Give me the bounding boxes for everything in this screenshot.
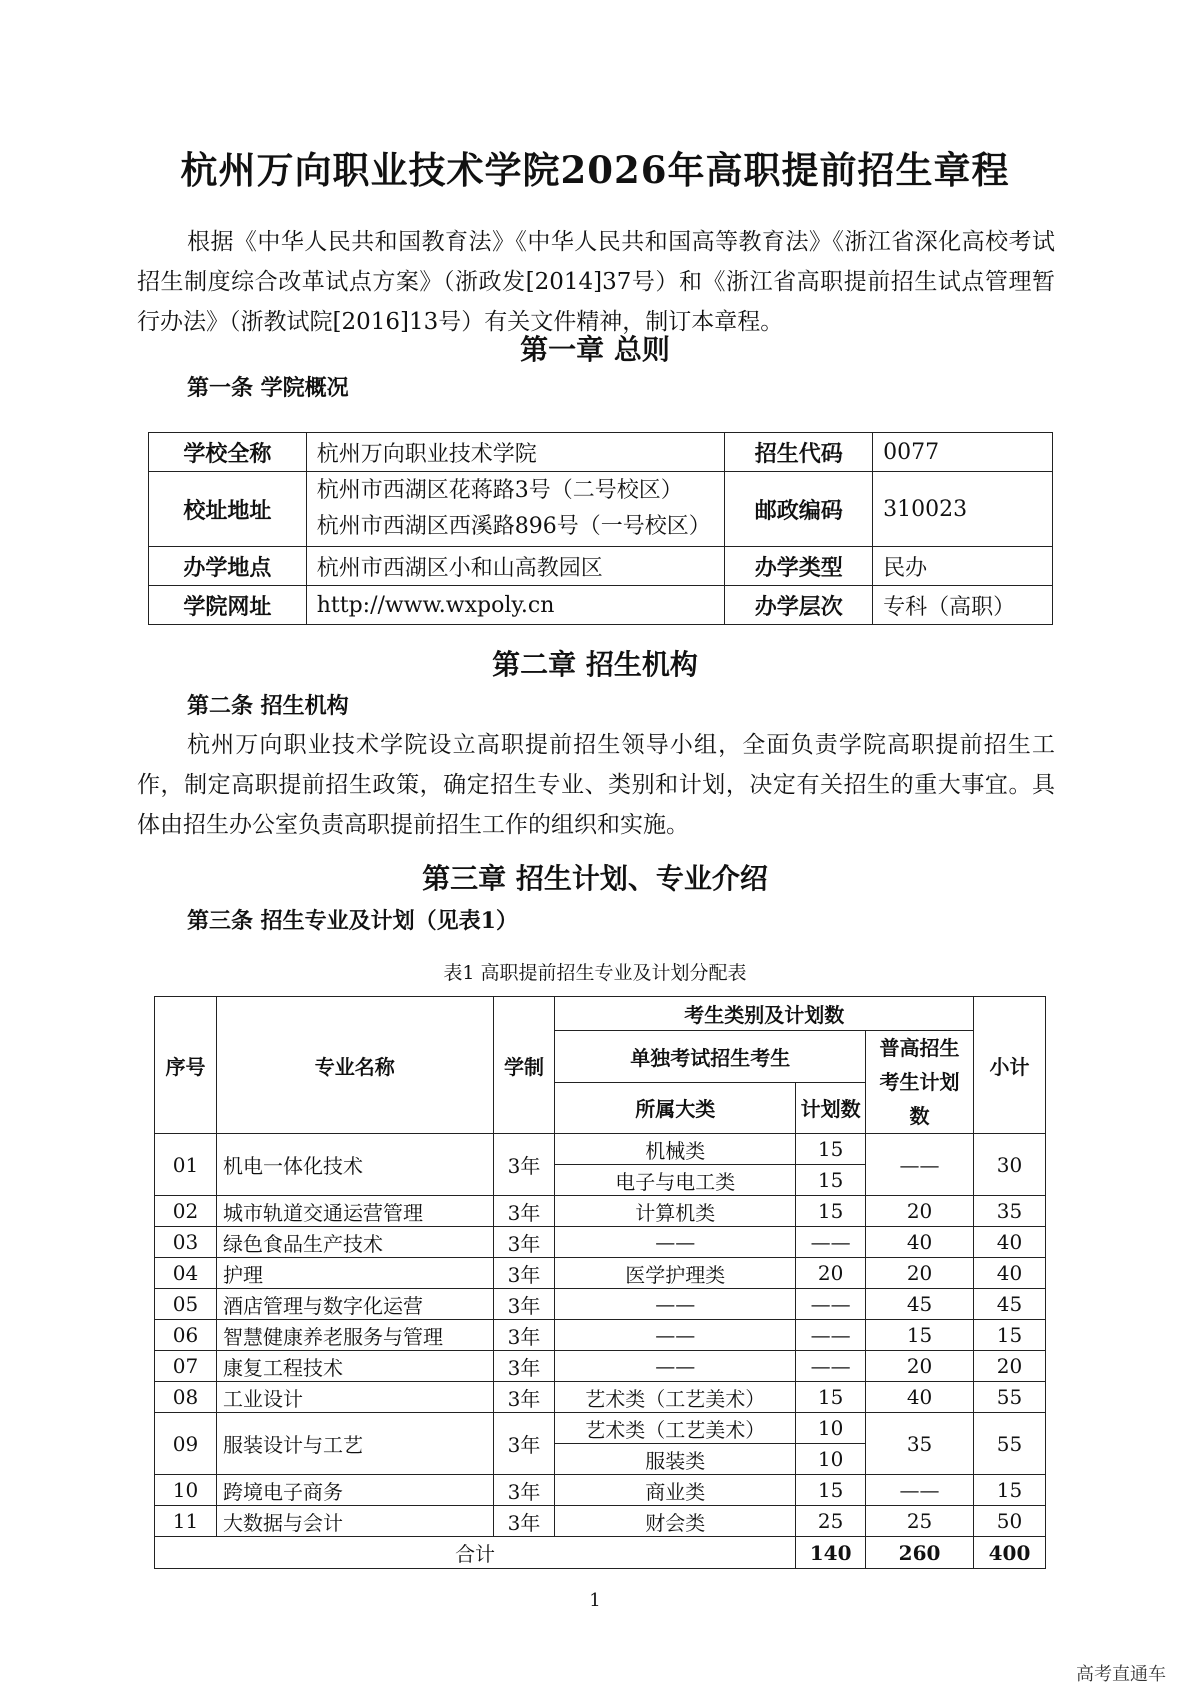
row-general: 20 bbox=[866, 1351, 974, 1382]
table-row bbox=[149, 472, 1053, 547]
row-major: 护理 bbox=[216, 1258, 493, 1289]
row-subtotal: 40 bbox=[973, 1258, 1045, 1289]
chapter-2-heading: 第二章 招生机构 bbox=[492, 648, 698, 681]
total-subtotal: 400 bbox=[973, 1537, 1045, 1569]
table-row bbox=[155, 1506, 1046, 1537]
row-no: 07 bbox=[155, 1351, 217, 1382]
row-general: 25 bbox=[866, 1506, 974, 1537]
info-value bbox=[306, 472, 725, 547]
table-total-row bbox=[155, 1537, 1046, 1569]
header-category-group: 考生类别及计划数 bbox=[555, 997, 974, 1031]
row-category: 机械类 bbox=[555, 1134, 796, 1165]
row-category: —— bbox=[555, 1351, 796, 1382]
address-line: 杭州市西湖区花蒋路3号（二号校区） bbox=[316, 478, 683, 503]
row-subtotal: 50 bbox=[973, 1506, 1045, 1537]
page-title: 杭州万向职业技术学院2026年高职提前招生章程 bbox=[180, 148, 1010, 192]
table-row bbox=[155, 1351, 1046, 1382]
article-1-heading: 第一条 学院概况 bbox=[187, 375, 349, 401]
row-no: 10 bbox=[155, 1475, 217, 1506]
row-no: 04 bbox=[155, 1258, 217, 1289]
row-plan: —— bbox=[796, 1351, 866, 1382]
table-row bbox=[155, 1258, 1046, 1289]
intro-paragraph: 根据《中华人民共和国教育法》《中华人民共和国高等教育法》《浙江省深化高校考试招生制度综合改革试点方案》（浙政发[2014]37号）和《浙江省高职提前招生试点管理暂行办法》（浙教试院[2016]13号）有关文件精神，制订本章程。 bbox=[137, 229, 1055, 335]
header-no: 序号 bbox=[155, 997, 217, 1134]
table-row bbox=[149, 433, 1053, 472]
row-plan: 20 bbox=[796, 1258, 866, 1289]
row-category: 财会类 bbox=[555, 1506, 796, 1537]
total-general: 260 bbox=[866, 1537, 974, 1569]
row-no: 01 bbox=[155, 1134, 217, 1196]
chapter-3-heading: 第三章 招生计划、专业介绍 bbox=[422, 862, 768, 895]
article-3-heading: 第三条 招生专业及计划（见表1） bbox=[187, 908, 518, 934]
info-value: 专科（高职） bbox=[873, 586, 1053, 625]
header-major: 专业名称 bbox=[216, 997, 493, 1134]
row-subtotal: 15 bbox=[973, 1475, 1045, 1506]
table-row bbox=[155, 1320, 1046, 1351]
row-major: 城市轨道交通运营管理 bbox=[216, 1196, 493, 1227]
header-plan: 计划数 bbox=[796, 1082, 866, 1134]
row-subtotal: 15 bbox=[973, 1320, 1045, 1351]
row-years: 3年 bbox=[493, 1227, 555, 1258]
row-major: 绿色食品生产技术 bbox=[216, 1227, 493, 1258]
total-label: 合计 bbox=[155, 1537, 796, 1569]
row-plan: 10 bbox=[796, 1444, 866, 1475]
row-no: 06 bbox=[155, 1320, 217, 1351]
header-category: 所属大类 bbox=[555, 1082, 796, 1134]
row-plan: 15 bbox=[796, 1475, 866, 1506]
row-general: 20 bbox=[866, 1196, 974, 1227]
row-general: 15 bbox=[866, 1320, 974, 1351]
row-plan: 15 bbox=[796, 1165, 866, 1196]
row-category: 商业类 bbox=[555, 1475, 796, 1506]
table-row bbox=[155, 1134, 1046, 1165]
row-subtotal: 55 bbox=[973, 1413, 1045, 1475]
row-no: 02 bbox=[155, 1196, 217, 1227]
row-no: 08 bbox=[155, 1382, 217, 1413]
table-row bbox=[149, 586, 1053, 625]
row-category: —— bbox=[555, 1227, 796, 1258]
row-plan: 10 bbox=[796, 1413, 866, 1444]
row-years: 3年 bbox=[493, 1320, 555, 1351]
info-label: 招生代码 bbox=[725, 433, 873, 472]
row-subtotal: 55 bbox=[973, 1382, 1045, 1413]
enrollment-plan-table bbox=[154, 996, 1046, 1569]
row-general: 20 bbox=[866, 1258, 974, 1289]
row-major: 大数据与会计 bbox=[216, 1506, 493, 1537]
header-years: 学制 bbox=[493, 997, 555, 1134]
info-value: 民办 bbox=[873, 547, 1053, 586]
row-years: 3年 bbox=[493, 1196, 555, 1227]
row-category: 医学护理类 bbox=[555, 1258, 796, 1289]
row-general: 40 bbox=[866, 1382, 974, 1413]
row-no: 11 bbox=[155, 1506, 217, 1537]
table-row bbox=[155, 1227, 1046, 1258]
row-years: 3年 bbox=[493, 1289, 555, 1320]
table-row bbox=[155, 1196, 1046, 1227]
row-no: 03 bbox=[155, 1227, 217, 1258]
row-category: 计算机类 bbox=[555, 1196, 796, 1227]
header-single-exam: 单独考试招生考生 bbox=[555, 1031, 866, 1083]
row-no: 05 bbox=[155, 1289, 217, 1320]
chapter-1-heading: 第一章 总则 bbox=[520, 333, 670, 366]
row-major: 机电一体化技术 bbox=[216, 1134, 493, 1196]
watermark: 高考直通车 bbox=[1076, 1664, 1166, 1685]
table-row bbox=[155, 1475, 1046, 1506]
row-plan: —— bbox=[796, 1227, 866, 1258]
table-row bbox=[155, 1413, 1046, 1444]
header-general: 普高招生考生计划数 bbox=[866, 1031, 974, 1134]
row-plan: 15 bbox=[796, 1134, 866, 1165]
row-plan: —— bbox=[796, 1289, 866, 1320]
row-years: 3年 bbox=[493, 1382, 555, 1413]
row-major: 酒店管理与数字化运营 bbox=[216, 1289, 493, 1320]
row-general: —— bbox=[866, 1475, 974, 1506]
row-subtotal: 20 bbox=[973, 1351, 1045, 1382]
info-value: 杭州万向职业技术学院 bbox=[306, 433, 725, 472]
row-plan: 25 bbox=[796, 1506, 866, 1537]
info-label: 办学地点 bbox=[149, 547, 307, 586]
address-line: 杭州市西湖区西溪路896号（一号校区） bbox=[316, 514, 711, 539]
row-category: 艺术类（工艺美术） bbox=[555, 1382, 796, 1413]
row-category: 电子与电工类 bbox=[555, 1165, 796, 1196]
row-category: 艺术类（工艺美术） bbox=[555, 1413, 796, 1444]
page-number: 1 bbox=[589, 1590, 601, 1611]
row-subtotal: 45 bbox=[973, 1289, 1045, 1320]
row-general: —— bbox=[866, 1134, 974, 1196]
row-general: 35 bbox=[866, 1413, 974, 1475]
row-years: 3年 bbox=[493, 1506, 555, 1537]
total-plan: 140 bbox=[796, 1537, 866, 1569]
row-major: 工业设计 bbox=[216, 1382, 493, 1413]
row-years: 3年 bbox=[493, 1258, 555, 1289]
row-years: 3年 bbox=[493, 1475, 555, 1506]
table-header-row bbox=[155, 997, 1046, 1031]
row-subtotal: 35 bbox=[973, 1196, 1045, 1227]
info-label: 邮政编码 bbox=[725, 472, 873, 547]
row-general: 45 bbox=[866, 1289, 974, 1320]
row-category: 服装类 bbox=[555, 1444, 796, 1475]
row-major: 跨境电子商务 bbox=[216, 1475, 493, 1506]
row-category: —— bbox=[555, 1320, 796, 1351]
row-category: —— bbox=[555, 1289, 796, 1320]
row-major: 服装设计与工艺 bbox=[216, 1413, 493, 1475]
info-label: 办学类型 bbox=[725, 547, 873, 586]
article-2-heading: 第二条 招生机构 bbox=[187, 693, 349, 719]
table-row bbox=[155, 1382, 1046, 1413]
table-row bbox=[149, 547, 1053, 586]
row-major: 康复工程技术 bbox=[216, 1351, 493, 1382]
school-info-table bbox=[148, 432, 1053, 625]
row-years: 3年 bbox=[493, 1351, 555, 1382]
table-row bbox=[155, 1289, 1046, 1320]
info-label: 校址地址 bbox=[149, 472, 307, 547]
article-2-paragraph: 杭州万向职业技术学院设立高职提前招生领导小组，全面负责学院高职提前招生工作，制定高职提前招生政策，确定招生专业、类别和计划，决定有关招生的重大事宜。具体由招生办公室负责高职提前招生工作的组织和实施。 bbox=[137, 732, 1055, 838]
row-no: 09 bbox=[155, 1413, 217, 1475]
row-plan: —— bbox=[796, 1320, 866, 1351]
info-label: 学校全称 bbox=[149, 433, 307, 472]
info-value: 0077 bbox=[873, 433, 1053, 472]
row-subtotal: 40 bbox=[973, 1227, 1045, 1258]
row-years: 3年 bbox=[493, 1413, 555, 1475]
info-value: 310023 bbox=[873, 472, 1053, 547]
row-major: 智慧健康养老服务与管理 bbox=[216, 1320, 493, 1351]
table-caption: 表1 高职提前招生专业及计划分配表 bbox=[443, 962, 747, 984]
row-years: 3年 bbox=[493, 1134, 555, 1196]
row-subtotal: 30 bbox=[973, 1134, 1045, 1196]
info-value: 杭州市西湖区小和山高教园区 bbox=[306, 547, 725, 586]
info-value: http://www.wxpoly.cn bbox=[306, 586, 725, 625]
info-label: 学院网址 bbox=[149, 586, 307, 625]
row-plan: 15 bbox=[796, 1382, 866, 1413]
row-plan: 15 bbox=[796, 1196, 866, 1227]
info-label: 办学层次 bbox=[725, 586, 873, 625]
header-subtotal: 小计 bbox=[973, 997, 1045, 1134]
row-general: 40 bbox=[866, 1227, 974, 1258]
